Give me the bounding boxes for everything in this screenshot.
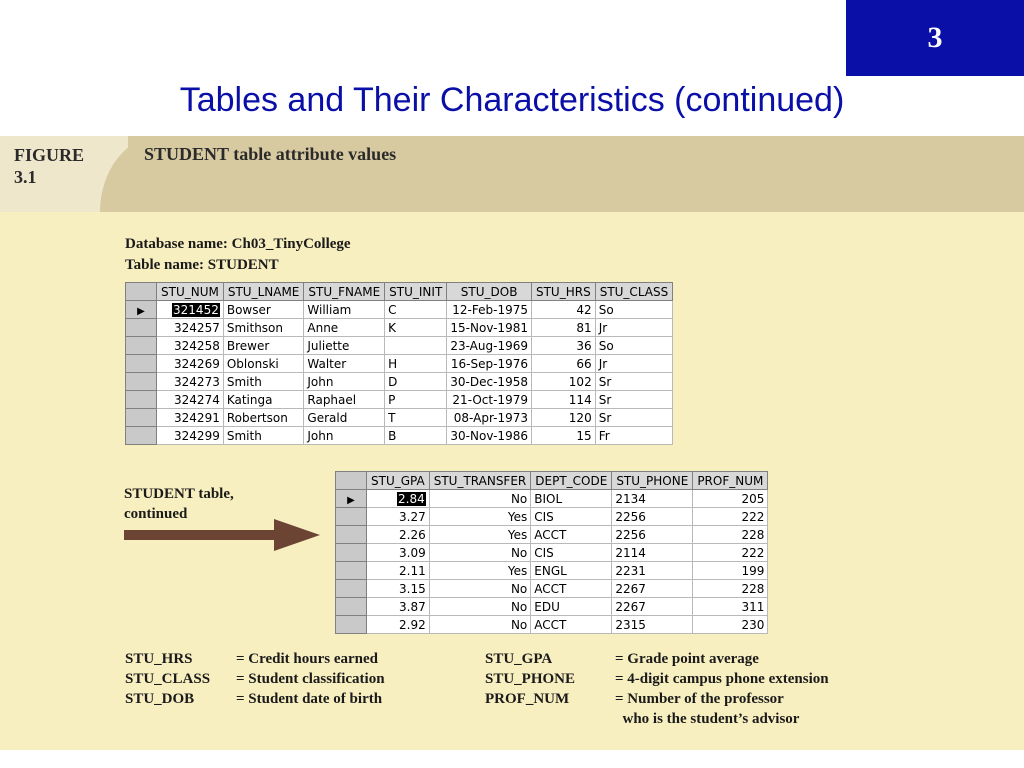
column-header-stu-init[interactable]: STU_INIT <box>385 283 447 301</box>
cell-dept-code[interactable] <box>531 544 612 562</box>
cell-value: 15-Nov-1981 <box>450 320 528 335</box>
cell-stu-dob[interactable] <box>447 373 532 391</box>
cell-value: ACCT <box>534 617 567 632</box>
cell-value: 81 <box>576 320 592 335</box>
cell-value: 228 <box>741 527 765 542</box>
table-row[interactable] <box>126 373 673 391</box>
legend-term: PROF_NUM <box>485 691 570 707</box>
cell-stu-fname[interactable] <box>304 409 385 427</box>
cell-prof-num[interactable] <box>693 598 768 616</box>
cell-value: 2.11 <box>399 563 426 578</box>
cell-value: Sr <box>598 374 612 389</box>
cell-stu-num[interactable] <box>157 301 224 319</box>
figure-label-line2: 3.1 <box>14 167 37 187</box>
cell-value: Yes <box>507 563 528 578</box>
cell-value: T <box>388 410 396 425</box>
cell-stu-dob[interactable] <box>447 301 532 319</box>
cell-stu-class[interactable] <box>595 319 673 337</box>
cell-value: 2.92 <box>399 617 426 632</box>
cell-value: 15 <box>576 428 592 443</box>
page-number-badge: 3 <box>844 0 1024 76</box>
column-header-stu-phone[interactable]: STU_PHONE <box>612 472 693 490</box>
cell-stu-hrs[interactable] <box>531 373 595 391</box>
cell-value: CIS <box>534 545 554 560</box>
legend-definition: = Grade point average <box>615 651 759 667</box>
cell-stu-num[interactable] <box>157 355 224 373</box>
cell-value: No <box>510 581 528 596</box>
current-row-arrow-icon: ▶ <box>347 494 355 506</box>
cell-value: 324274 <box>174 392 220 407</box>
cell-stu-class[interactable] <box>595 337 673 355</box>
right-arrow-icon <box>124 518 324 554</box>
table-row[interactable] <box>336 580 768 598</box>
cell-value: 228 <box>741 581 765 596</box>
legend-definition: = Student date of birth <box>236 691 383 707</box>
cell-stu-phone[interactable] <box>612 508 693 526</box>
cell-value: No <box>510 491 528 506</box>
cell-dept-code[interactable] <box>531 598 612 616</box>
cell-value: 2267 <box>615 599 646 614</box>
cell-value: 3.27 <box>399 509 426 524</box>
cell-value: So <box>598 302 614 317</box>
cell-stu-gpa[interactable] <box>367 598 430 616</box>
cell-stu-gpa[interactable] <box>367 544 430 562</box>
legend-definition: = Credit hours earned <box>236 651 379 667</box>
cell-stu-gpa[interactable] <box>367 616 430 634</box>
cell-stu-lname[interactable] <box>223 301 304 319</box>
column-header-prof-num[interactable]: PROF_NUM <box>693 472 768 490</box>
cell-dept-code[interactable] <box>531 616 612 634</box>
cell-value: 102 <box>568 374 592 389</box>
cell-stu-fname[interactable] <box>304 355 385 373</box>
cell-value: 321452 <box>173 302 219 317</box>
cell-stu-dob[interactable] <box>447 319 532 337</box>
cell-value: Anne <box>307 320 339 335</box>
cell-stu-phone[interactable] <box>612 580 693 598</box>
cell-prof-num[interactable] <box>693 580 768 598</box>
cell-value: 66 <box>576 356 592 371</box>
cell-stu-num[interactable] <box>157 427 224 445</box>
row-selector[interactable] <box>126 391 157 409</box>
cell-stu-init[interactable] <box>385 319 447 337</box>
cell-stu-class[interactable] <box>595 373 673 391</box>
row-selector[interactable] <box>126 337 157 355</box>
continued-label: STUDENT table, continued <box>124 486 234 522</box>
cell-stu-num[interactable] <box>157 319 224 337</box>
cell-value: 2.84 <box>398 491 425 506</box>
cell-stu-lname[interactable] <box>223 355 304 373</box>
cell-stu-dob[interactable] <box>447 409 532 427</box>
row-selector[interactable] <box>336 544 367 562</box>
table-row[interactable] <box>126 337 673 355</box>
cell-value: Gerald <box>307 410 348 425</box>
cell-stu-init[interactable] <box>385 355 447 373</box>
cell-value: Smith <box>226 374 262 389</box>
database-name: Database name: Ch03_TinyCollege <box>125 236 351 252</box>
cell-value: 2256 <box>615 527 646 542</box>
cell-value: 2267 <box>615 581 646 596</box>
cell-dept-code[interactable] <box>531 580 612 598</box>
column-header-stu-fname[interactable]: STU_FNAME <box>304 283 385 301</box>
cell-value: 2114 <box>615 545 646 560</box>
table-row[interactable] <box>336 490 768 508</box>
student-table-part1 <box>125 282 673 445</box>
cell-stu-phone[interactable] <box>612 616 693 634</box>
cell-stu-transfer[interactable] <box>429 598 531 616</box>
figure-label <box>14 144 84 188</box>
figure-caption: STUDENT table attribute values <box>144 144 397 164</box>
cell-value: Bowser <box>226 302 271 317</box>
cell-stu-lname[interactable] <box>223 373 304 391</box>
cell-stu-init[interactable] <box>385 427 447 445</box>
cell-stu-hrs[interactable] <box>531 319 595 337</box>
legend-term: STU_DOB <box>125 691 195 707</box>
row-selector[interactable] <box>336 526 367 544</box>
cell-stu-lname[interactable] <box>223 427 304 445</box>
table-row[interactable] <box>126 409 673 427</box>
cell-value: 3.87 <box>399 599 426 614</box>
cell-stu-init[interactable] <box>385 373 447 391</box>
legend-term: STU_PHONE <box>485 671 576 687</box>
cell-value: Katinga <box>226 392 273 407</box>
cell-stu-class[interactable] <box>595 355 673 373</box>
cell-value: Raphael <box>307 392 357 407</box>
cell-value: John <box>307 374 334 389</box>
column-header-stu-class[interactable]: STU_CLASS <box>595 283 673 301</box>
cell-value: No <box>510 599 528 614</box>
table-row[interactable] <box>126 427 673 445</box>
cell-value: Yes <box>507 527 528 542</box>
cell-stu-dob[interactable] <box>447 391 532 409</box>
column-header-stu-num[interactable]: STU_NUM <box>157 283 224 301</box>
cell-value: P <box>388 392 396 407</box>
cell-stu-lname[interactable] <box>223 391 304 409</box>
cell-dept-code[interactable] <box>531 562 612 580</box>
row-selector[interactable] <box>336 616 367 634</box>
cell-value: Sr <box>598 392 612 407</box>
cell-stu-dob[interactable] <box>447 427 532 445</box>
row-selector-header[interactable] <box>336 472 367 490</box>
cell-stu-gpa[interactable] <box>367 562 430 580</box>
cell-stu-hrs[interactable] <box>531 337 595 355</box>
legend-term: STU_GPA <box>485 651 553 667</box>
cell-value: Brewer <box>226 338 270 353</box>
cell-stu-num[interactable] <box>157 373 224 391</box>
legend-right-definitions <box>615 649 829 729</box>
table-row[interactable] <box>126 319 673 337</box>
cell-value: 2231 <box>615 563 646 578</box>
table-row[interactable] <box>126 391 673 409</box>
row-selector[interactable] <box>126 301 157 319</box>
cell-stu-gpa[interactable] <box>367 508 430 526</box>
cell-value: 30-Nov-1986 <box>450 428 528 443</box>
legend-definition: = Number of the professor <box>615 691 784 707</box>
cell-stu-dob[interactable] <box>447 355 532 373</box>
row-selector[interactable] <box>336 580 367 598</box>
cell-stu-gpa[interactable] <box>367 526 430 544</box>
cell-stu-dob[interactable] <box>447 337 532 355</box>
cell-value: 08-Apr-1973 <box>453 410 528 425</box>
figure-label-line1: FIGURE <box>14 145 85 165</box>
cell-value: Smith <box>226 428 262 443</box>
row-selector-header[interactable] <box>126 283 157 301</box>
cell-stu-phone[interactable] <box>612 526 693 544</box>
cell-value: 222 <box>741 509 765 524</box>
cell-stu-fname[interactable] <box>304 337 385 355</box>
cell-value: Smithson <box>226 320 283 335</box>
cell-value: John <box>307 428 334 443</box>
cell-dept-code[interactable] <box>531 508 612 526</box>
cell-stu-lname[interactable] <box>223 319 304 337</box>
cell-value: 2315 <box>615 617 646 632</box>
cell-value: Yes <box>507 509 528 524</box>
row-selector[interactable] <box>336 598 367 616</box>
cell-value: 3.15 <box>399 581 426 596</box>
cell-value: 42 <box>576 302 592 317</box>
cell-value: No <box>510 617 528 632</box>
cell-stu-transfer[interactable] <box>429 526 531 544</box>
cell-value: 23-Aug-1969 <box>450 338 528 353</box>
cell-stu-transfer[interactable] <box>429 580 531 598</box>
table-row[interactable] <box>336 526 768 544</box>
student-table-part2 <box>335 471 768 634</box>
row-selector[interactable] <box>336 508 367 526</box>
table-name: Table name: STUDENT <box>125 257 279 273</box>
cell-value: 30-Dec-1958 <box>450 374 528 389</box>
cell-value: EDU <box>534 599 560 614</box>
cell-stu-gpa[interactable] <box>367 580 430 598</box>
row-selector[interactable] <box>336 490 367 508</box>
cell-value: 311 <box>741 599 765 614</box>
cell-dept-code[interactable] <box>531 526 612 544</box>
cell-stu-init[interactable] <box>385 391 447 409</box>
cell-stu-fname[interactable] <box>304 373 385 391</box>
cell-prof-num[interactable] <box>693 526 768 544</box>
table-row[interactable] <box>126 355 673 373</box>
cell-value: 2.26 <box>399 527 426 542</box>
cell-stu-transfer[interactable] <box>429 508 531 526</box>
legend-definition: = 4-digit campus phone extension <box>615 671 829 687</box>
table-row[interactable] <box>336 616 768 634</box>
cell-value: 324258 <box>174 338 220 353</box>
cell-value: Juliette <box>307 338 350 353</box>
cell-value: 222 <box>741 545 765 560</box>
table-row[interactable] <box>336 562 768 580</box>
cell-stu-hrs[interactable] <box>531 427 595 445</box>
figure-panel <box>0 136 1024 750</box>
cell-value: Robertson <box>226 410 288 425</box>
cell-prof-num[interactable] <box>693 544 768 562</box>
cell-value: 324269 <box>174 356 220 371</box>
cell-value: Jr <box>598 320 608 335</box>
cell-value: Walter <box>307 356 347 371</box>
cell-stu-fname[interactable] <box>304 301 385 319</box>
cell-value: 3.09 <box>399 545 426 560</box>
column-header-dept-code[interactable]: DEPT_CODE <box>531 472 612 490</box>
cell-value: 205 <box>741 491 765 506</box>
cell-stu-init[interactable] <box>385 301 447 319</box>
cell-value: B <box>388 428 397 443</box>
cell-value: 2256 <box>615 509 646 524</box>
legend-term <box>485 709 575 729</box>
cell-value: Fr <box>598 428 610 443</box>
table-row[interactable] <box>336 598 768 616</box>
column-header-stu-dob[interactable]: STU_DOB <box>447 283 532 301</box>
row-selector[interactable] <box>126 319 157 337</box>
cell-value: ACCT <box>534 581 567 596</box>
cell-stu-gpa[interactable] <box>367 490 430 508</box>
cell-value: 324273 <box>174 374 220 389</box>
cell-value: 16-Sep-1976 <box>450 356 528 371</box>
cell-stu-class[interactable] <box>595 301 673 319</box>
cell-value: 324257 <box>174 320 220 335</box>
cell-stu-class[interactable] <box>595 391 673 409</box>
table-row[interactable] <box>336 508 768 526</box>
cell-value: H <box>388 356 398 371</box>
cell-stu-lname[interactable] <box>223 337 304 355</box>
cell-stu-num[interactable] <box>157 409 224 427</box>
cell-stu-init[interactable] <box>385 337 447 355</box>
cell-value: 230 <box>741 617 765 632</box>
table-row[interactable] <box>336 544 768 562</box>
cell-value: ACCT <box>534 527 567 542</box>
cell-value: So <box>598 338 614 353</box>
column-header-stu-transfer[interactable]: STU_TRANSFER <box>429 472 531 490</box>
cell-stu-phone[interactable] <box>612 562 693 580</box>
cell-stu-fname[interactable] <box>304 319 385 337</box>
cell-stu-transfer[interactable] <box>429 544 531 562</box>
legend-right-terms <box>485 649 575 729</box>
cell-stu-phone[interactable] <box>612 544 693 562</box>
cell-value: 120 <box>568 410 592 425</box>
row-selector[interactable] <box>126 373 157 391</box>
table-row[interactable] <box>126 301 673 319</box>
legend-definition: who is the student’s advisor <box>615 711 800 727</box>
cell-value: William <box>307 302 352 317</box>
cell-stu-hrs[interactable] <box>531 355 595 373</box>
column-header-stu-gpa[interactable]: STU_GPA <box>367 472 430 490</box>
cell-value: 21-Oct-1979 <box>452 392 528 407</box>
legend-left-terms <box>125 649 210 709</box>
cell-value: K <box>388 320 397 335</box>
column-header-stu-lname[interactable]: STU_LNAME <box>223 283 304 301</box>
cell-value: No <box>510 545 528 560</box>
cell-value: 12-Feb-1975 <box>452 302 528 317</box>
cell-stu-class[interactable] <box>595 427 673 445</box>
cell-stu-hrs[interactable] <box>531 409 595 427</box>
cell-value: Oblonski <box>226 356 279 371</box>
row-selector[interactable] <box>336 562 367 580</box>
cell-value: 324299 <box>174 428 220 443</box>
cell-value: 2134 <box>615 491 646 506</box>
cell-value: 36 <box>576 338 592 353</box>
cell-stu-transfer[interactable] <box>429 490 531 508</box>
cell-stu-fname[interactable] <box>304 391 385 409</box>
cell-value: Sr <box>598 410 612 425</box>
cell-dept-code[interactable] <box>531 490 612 508</box>
cell-prof-num[interactable] <box>693 562 768 580</box>
cell-prof-num[interactable] <box>693 508 768 526</box>
row-selector[interactable] <box>126 409 157 427</box>
cell-stu-transfer[interactable] <box>429 616 531 634</box>
cell-value: 324291 <box>174 410 220 425</box>
cell-stu-phone[interactable] <box>612 490 693 508</box>
legend-definition: = Student classification <box>236 671 385 687</box>
figure-header-band <box>0 136 1024 212</box>
cell-stu-fname[interactable] <box>304 427 385 445</box>
column-header-stu-hrs[interactable]: STU_HRS <box>531 283 595 301</box>
legend-term: STU_CLASS <box>125 671 211 687</box>
cell-stu-hrs[interactable] <box>531 301 595 319</box>
cell-value: C <box>388 302 397 317</box>
slide-title: Tables and Their Characteristics (continued) <box>179 81 845 119</box>
cell-value: D <box>388 374 398 389</box>
current-row-arrow-icon: ▶ <box>137 305 145 317</box>
row-selector[interactable] <box>126 427 157 445</box>
cell-value: CIS <box>534 509 554 524</box>
cell-stu-init[interactable] <box>385 409 447 427</box>
cell-prof-num[interactable] <box>693 490 768 508</box>
legend-left-definitions <box>236 649 385 709</box>
cell-stu-num[interactable] <box>157 337 224 355</box>
cell-stu-phone[interactable] <box>612 598 693 616</box>
cell-value: Jr <box>598 356 608 371</box>
cell-value: BIOL <box>534 491 563 506</box>
cell-value: 199 <box>741 563 765 578</box>
cell-value: 114 <box>568 392 592 407</box>
cell-stu-num[interactable] <box>157 391 224 409</box>
legend-term: STU_HRS <box>125 651 193 667</box>
row-selector[interactable] <box>126 355 157 373</box>
cell-stu-lname[interactable] <box>223 409 304 427</box>
cell-stu-transfer[interactable] <box>429 562 531 580</box>
cell-stu-class[interactable] <box>595 409 673 427</box>
cell-stu-hrs[interactable] <box>531 391 595 409</box>
cell-prof-num[interactable] <box>693 616 768 634</box>
cell-value: ENGL <box>534 563 567 578</box>
